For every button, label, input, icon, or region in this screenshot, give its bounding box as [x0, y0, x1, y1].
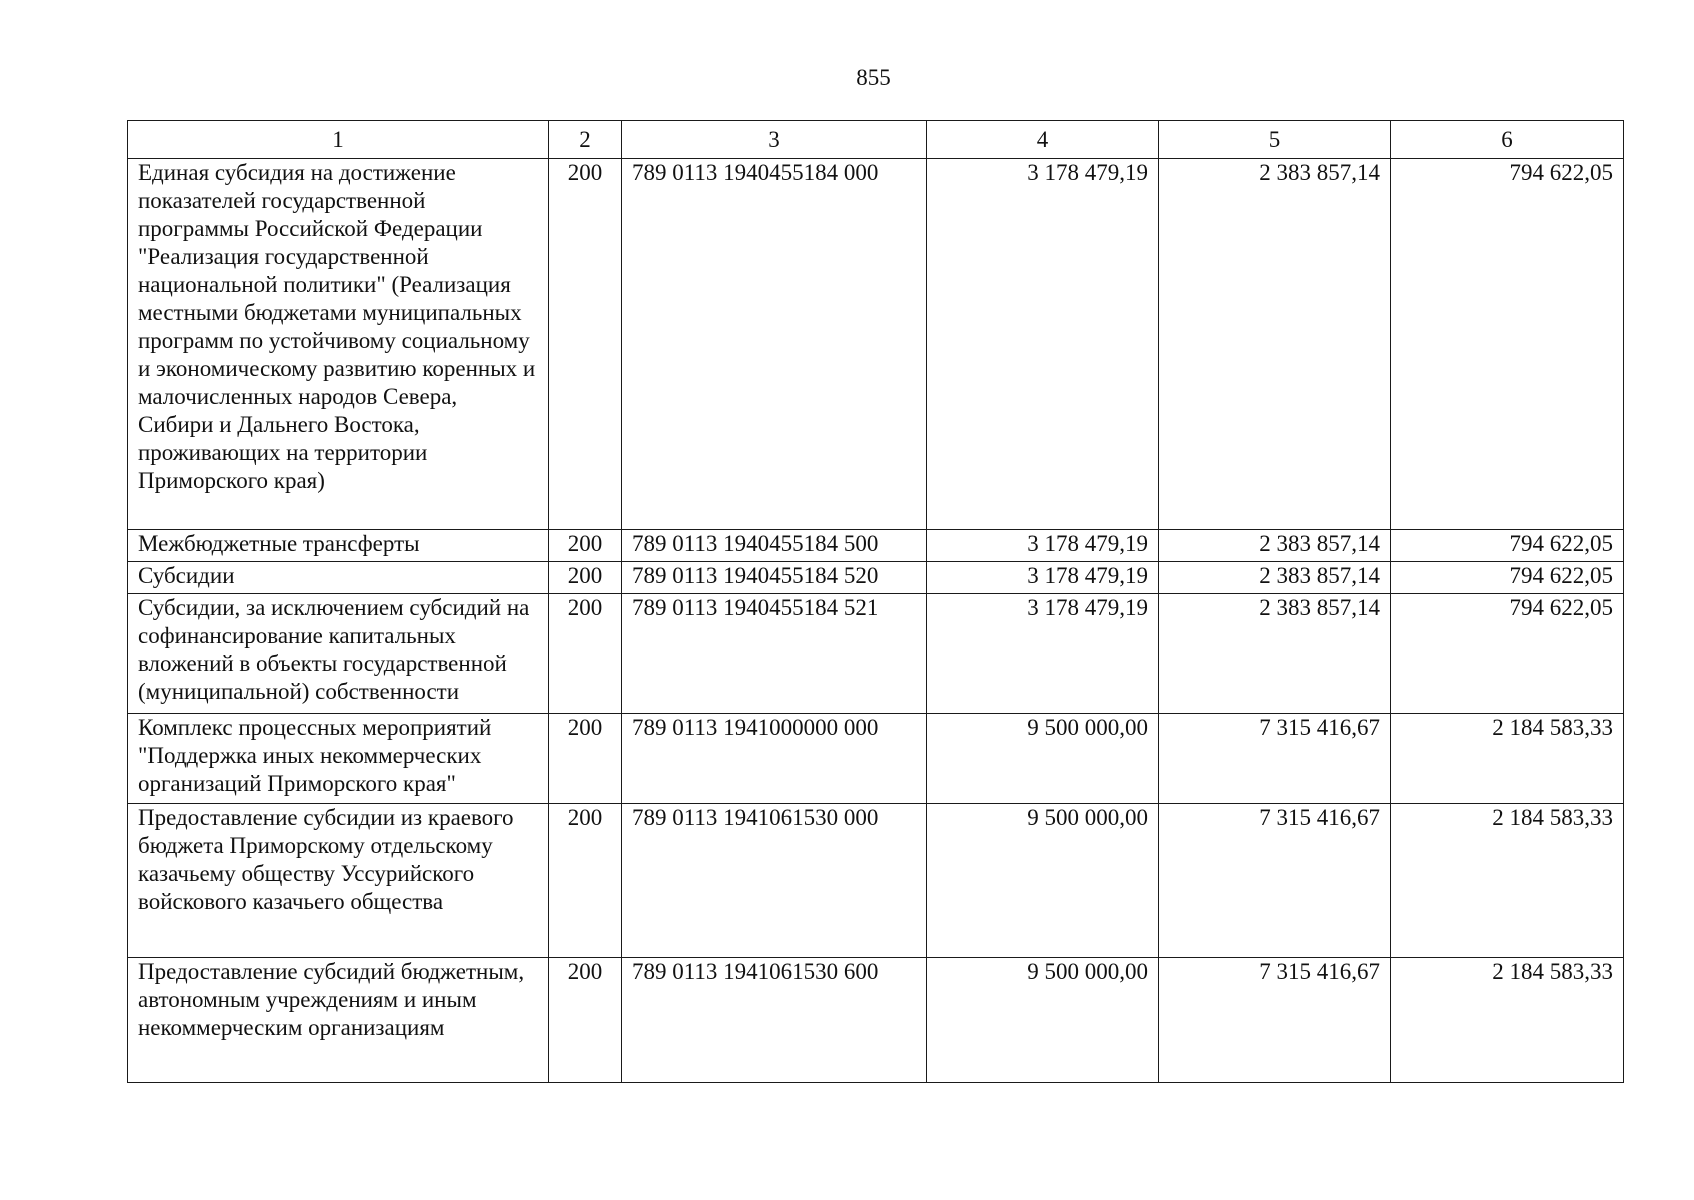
row-value-6: 794 622,05	[1391, 159, 1624, 530]
page-number: 855	[856, 65, 891, 90]
row-value-6: 794 622,05	[1391, 530, 1624, 562]
row-code: 200	[549, 958, 622, 1083]
row-name: Предоставление субсидии из краевого бюджета Приморскому отдельскому казачьему обществу Уссурийского войскового казачьего общества	[128, 804, 549, 958]
row-value-6: 794 622,05	[1391, 594, 1624, 714]
row-code: 200	[549, 594, 622, 714]
column-header-1: 1	[128, 121, 549, 159]
row-value-5: 2 383 857,14	[1159, 562, 1391, 594]
row-name: Субсидии, за исключением субсидий на софинансирование капитальных вложений в объекты государственной (муниципальной) собственности	[128, 594, 549, 714]
row-kbk: 789 0113 1941061530 000	[622, 804, 927, 958]
header-row	[128, 121, 1624, 159]
row-value-5: 2 383 857,14	[1159, 159, 1391, 530]
row-code: 200	[549, 159, 622, 530]
column-header-3: 3	[622, 121, 927, 159]
table-row	[128, 562, 1624, 594]
row-value-6: 2 184 583,33	[1391, 714, 1624, 804]
row-code: 200	[549, 714, 622, 804]
row-name: Межбюджетные трансферты	[128, 530, 549, 562]
row-value-5: 7 315 416,67	[1159, 804, 1391, 958]
row-value-6: 2 184 583,33	[1391, 958, 1624, 1083]
row-kbk: 789 0113 1941061530 600	[622, 958, 927, 1083]
row-code: 200	[549, 562, 622, 594]
row-value-4: 3 178 479,19	[927, 562, 1159, 594]
table-row	[128, 804, 1624, 958]
row-kbk: 789 0113 1940455184 500	[622, 530, 927, 562]
column-header-5: 5	[1159, 121, 1391, 159]
table-row	[128, 714, 1624, 804]
row-value-5: 7 315 416,67	[1159, 714, 1391, 804]
row-value-4: 3 178 479,19	[927, 530, 1159, 562]
row-code: 200	[549, 530, 622, 562]
row-code: 200	[549, 804, 622, 958]
row-value-4: 9 500 000,00	[927, 958, 1159, 1083]
row-value-5: 7 315 416,67	[1159, 958, 1391, 1083]
row-value-5: 2 383 857,14	[1159, 530, 1391, 562]
row-name: Субсидии	[128, 562, 549, 594]
budget-table	[127, 120, 1624, 1083]
row-value-4: 9 500 000,00	[927, 714, 1159, 804]
row-value-6: 794 622,05	[1391, 562, 1624, 594]
row-value-4: 9 500 000,00	[927, 804, 1159, 958]
row-value-4: 3 178 479,19	[927, 159, 1159, 530]
column-header-6: 6	[1391, 121, 1624, 159]
row-value-5: 2 383 857,14	[1159, 594, 1391, 714]
row-kbk: 789 0113 1940455184 520	[622, 562, 927, 594]
row-name: Предоставление субсидий бюджетным, автономным учреждениям и иным некоммерческим организациям	[128, 958, 549, 1083]
column-header-4: 4	[927, 121, 1159, 159]
column-header-2: 2	[549, 121, 622, 159]
row-value-6: 2 184 583,33	[1391, 804, 1624, 958]
row-name: Единая субсидия на достижение показателей государственной программы Российской Федерации "Реализация государственной национальной политики" (Реализация местными бюджетами муниципальных программ по устойчивому социальному и экономическому развитию коренных и малочисленных народов Севера, Сибири и Дальнего Востока, проживающих на территории Приморского края)	[128, 159, 549, 530]
row-kbk: 789 0113 1940455184 521	[622, 594, 927, 714]
table-row	[128, 530, 1624, 562]
row-kbk: 789 0113 1940455184 000	[622, 159, 927, 530]
row-name: Комплекс процессных мероприятий "Поддержка иных некоммерческих организаций Приморского края"	[128, 714, 549, 804]
table-row	[128, 594, 1624, 714]
row-kbk: 789 0113 1941000000 000	[622, 714, 927, 804]
table-row	[128, 159, 1624, 530]
row-value-4: 3 178 479,19	[927, 594, 1159, 714]
table-row	[128, 958, 1624, 1083]
